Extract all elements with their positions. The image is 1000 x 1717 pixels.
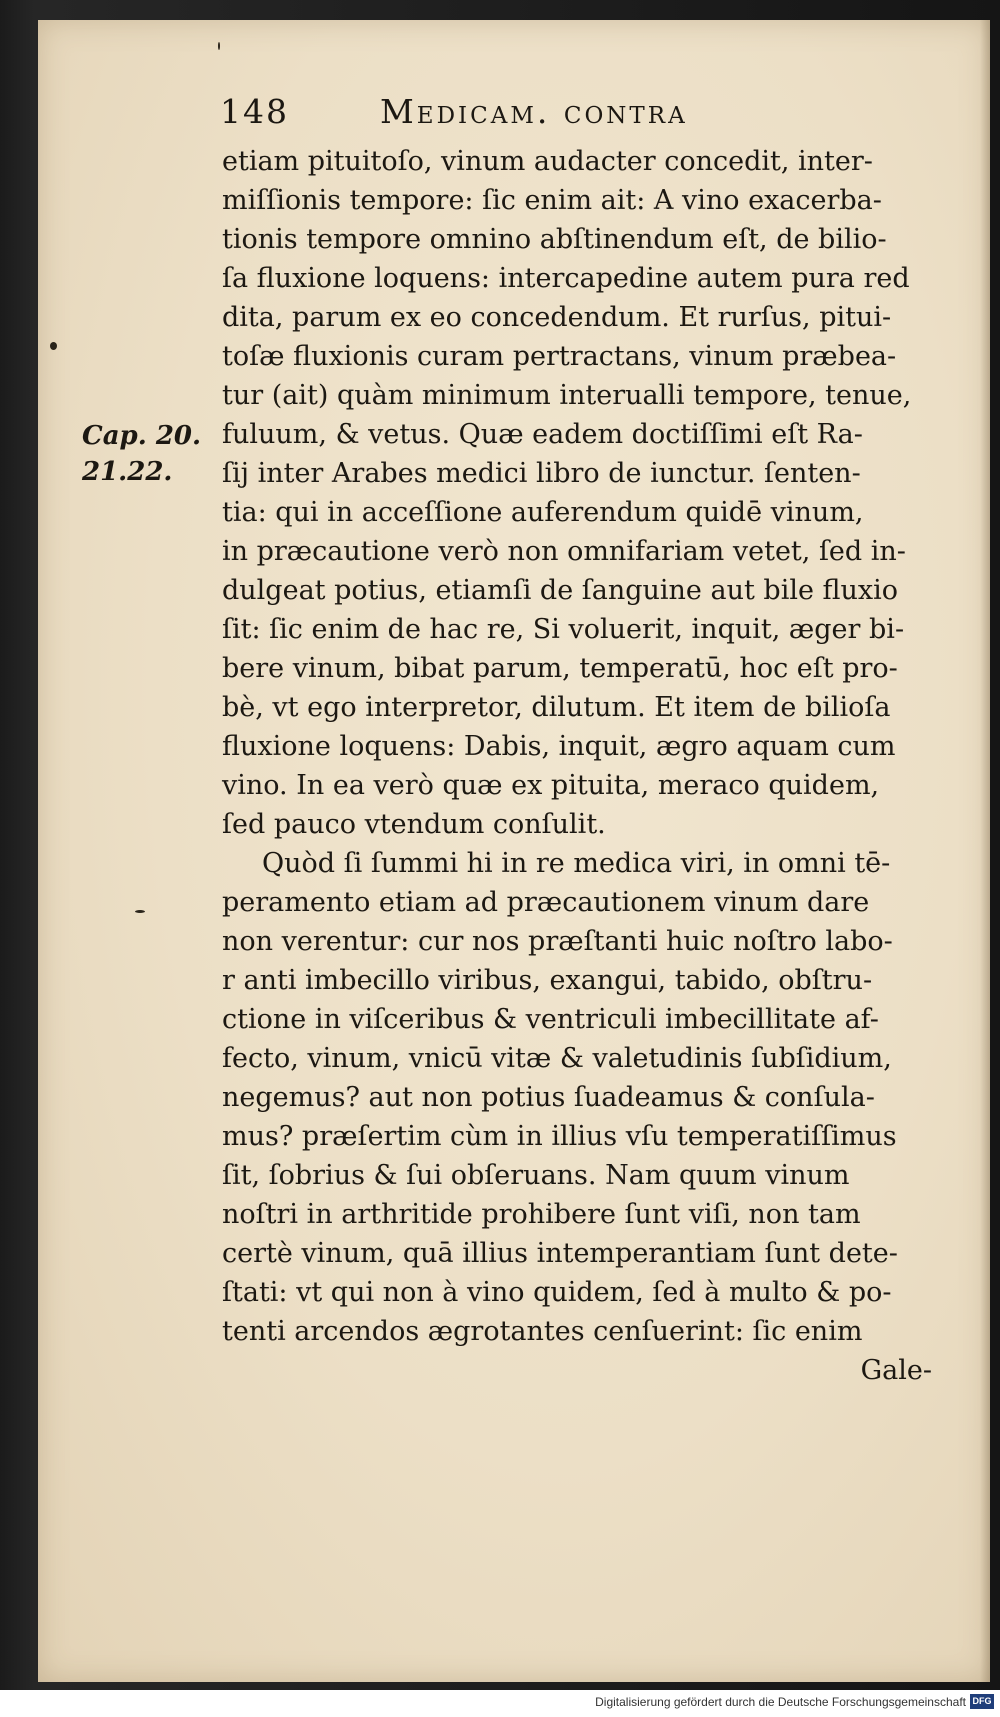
text-line: toſæ fluxionis curam pertractans, vinum præbea-: [222, 341, 897, 372]
text-line: vino. In ea verò quæ ex pituita, meraco quidem,: [222, 770, 880, 801]
ink-speck: [50, 342, 57, 350]
ink-speck: [218, 42, 220, 50]
margin-note-line: Cap. 20.: [82, 421, 202, 451]
text-line: tenti arcendos ægrotantes cenſuerint: ſic enim: [222, 1316, 863, 1347]
text-line: r anti imbecillo viribus, exangui, tabido, obſtru-: [222, 965, 873, 996]
text-line: ctione in viſceribus & ventriculi imbecillitate af-: [222, 1004, 879, 1035]
text-line: ſij inter Arabes medici libro de iunctur. ſenten-: [222, 458, 861, 489]
ink-speck: [135, 910, 145, 913]
text-line: fluxione loquens: Dabis, inquit, ægro aquam cum: [222, 731, 896, 762]
digitization-footer: [0, 1690, 1000, 1717]
text-line-paragraph-start: Quòd ſi ſummi hi in re medica viri, in omni tē-: [262, 848, 891, 879]
text-line: peramento etiam ad præcautionem vinum dare: [222, 887, 870, 918]
text-line: ſtati: vt qui non à vino quidem, ſed à multo & po-: [222, 1277, 892, 1308]
text-line: tia: qui in acceſſione auferendum quidē vinum,: [222, 497, 864, 528]
margin-note: [82, 418, 232, 490]
body-text: [222, 142, 972, 1390]
footer-credit: Digitalisierung gefördert durch die Deutsche Forschungsgemeinschaft: [595, 1695, 966, 1709]
text-line: bere vinum, bibat parum, temperatū, hoc eſt pro-: [222, 653, 898, 684]
text-line: tur (ait) quàm minimum interualli tempore, tenue,: [222, 380, 912, 411]
text-line: tionis tempore omnino abſtinendum eſt, de bilio-: [222, 224, 887, 255]
page-header: [220, 92, 840, 142]
text-line: certè vinum, quā illius intemperantiam ſunt dete-: [222, 1238, 898, 1269]
text-line: miſſionis tempore: ſic enim ait: A vino exacerba-: [222, 185, 882, 216]
text-line: dita, parum ex eo concedendum. Et rurſus, pitui-: [222, 302, 892, 333]
running-head: Medicam. contra: [380, 92, 688, 131]
page-number: 148: [220, 92, 289, 131]
text-line: fuluum, & vetus. Quæ eadem doctiſſimi eſt Ra-: [222, 419, 863, 450]
text-line: mus? præſertim cùm in illius vſu temperatiſſimus: [222, 1121, 897, 1152]
text-line: ſed pauco vtendum conſulit.: [222, 809, 606, 840]
text-line: fecto, vinum, vnicū vitæ & valetudinis ſubſidium,: [222, 1043, 892, 1074]
text-line: bè, vt ego interpretor, dilutum. Et item de bilioſa: [222, 692, 891, 723]
text-line: in præcautione verò non omnifariam vetet, ſed in-: [222, 536, 906, 567]
text-line: ſit: ſic enim de hac re, Si voluerit, inquit, æger bi-: [222, 614, 905, 645]
text-line: non verentur: cur nos præſtanti huic noſtro labo-: [222, 926, 893, 957]
catchword: Gale-: [860, 1355, 932, 1386]
text-line: noſtri in arthritide prohibere ſunt viſi, non tam: [222, 1199, 861, 1230]
margin-note-line: 21.22.: [82, 457, 173, 487]
text-line: negemus? aut non potius ſuadeamus & conſula-: [222, 1082, 875, 1113]
dfg-logo: DFG: [970, 1694, 994, 1709]
text-line: dulgeat potius, etiamſi de ſanguine aut bile fluxio: [222, 575, 899, 606]
text-line: ſit, ſobrius & ſui obſeruans. Nam quum vinum: [222, 1160, 850, 1191]
text-line: ſa fluxione loquens: intercapedine autem pura red: [222, 263, 910, 294]
text-line: etiam pituitoſo, vinum audacter concedit, inter-: [222, 146, 873, 177]
page-edge-shadow: [980, 20, 990, 1682]
